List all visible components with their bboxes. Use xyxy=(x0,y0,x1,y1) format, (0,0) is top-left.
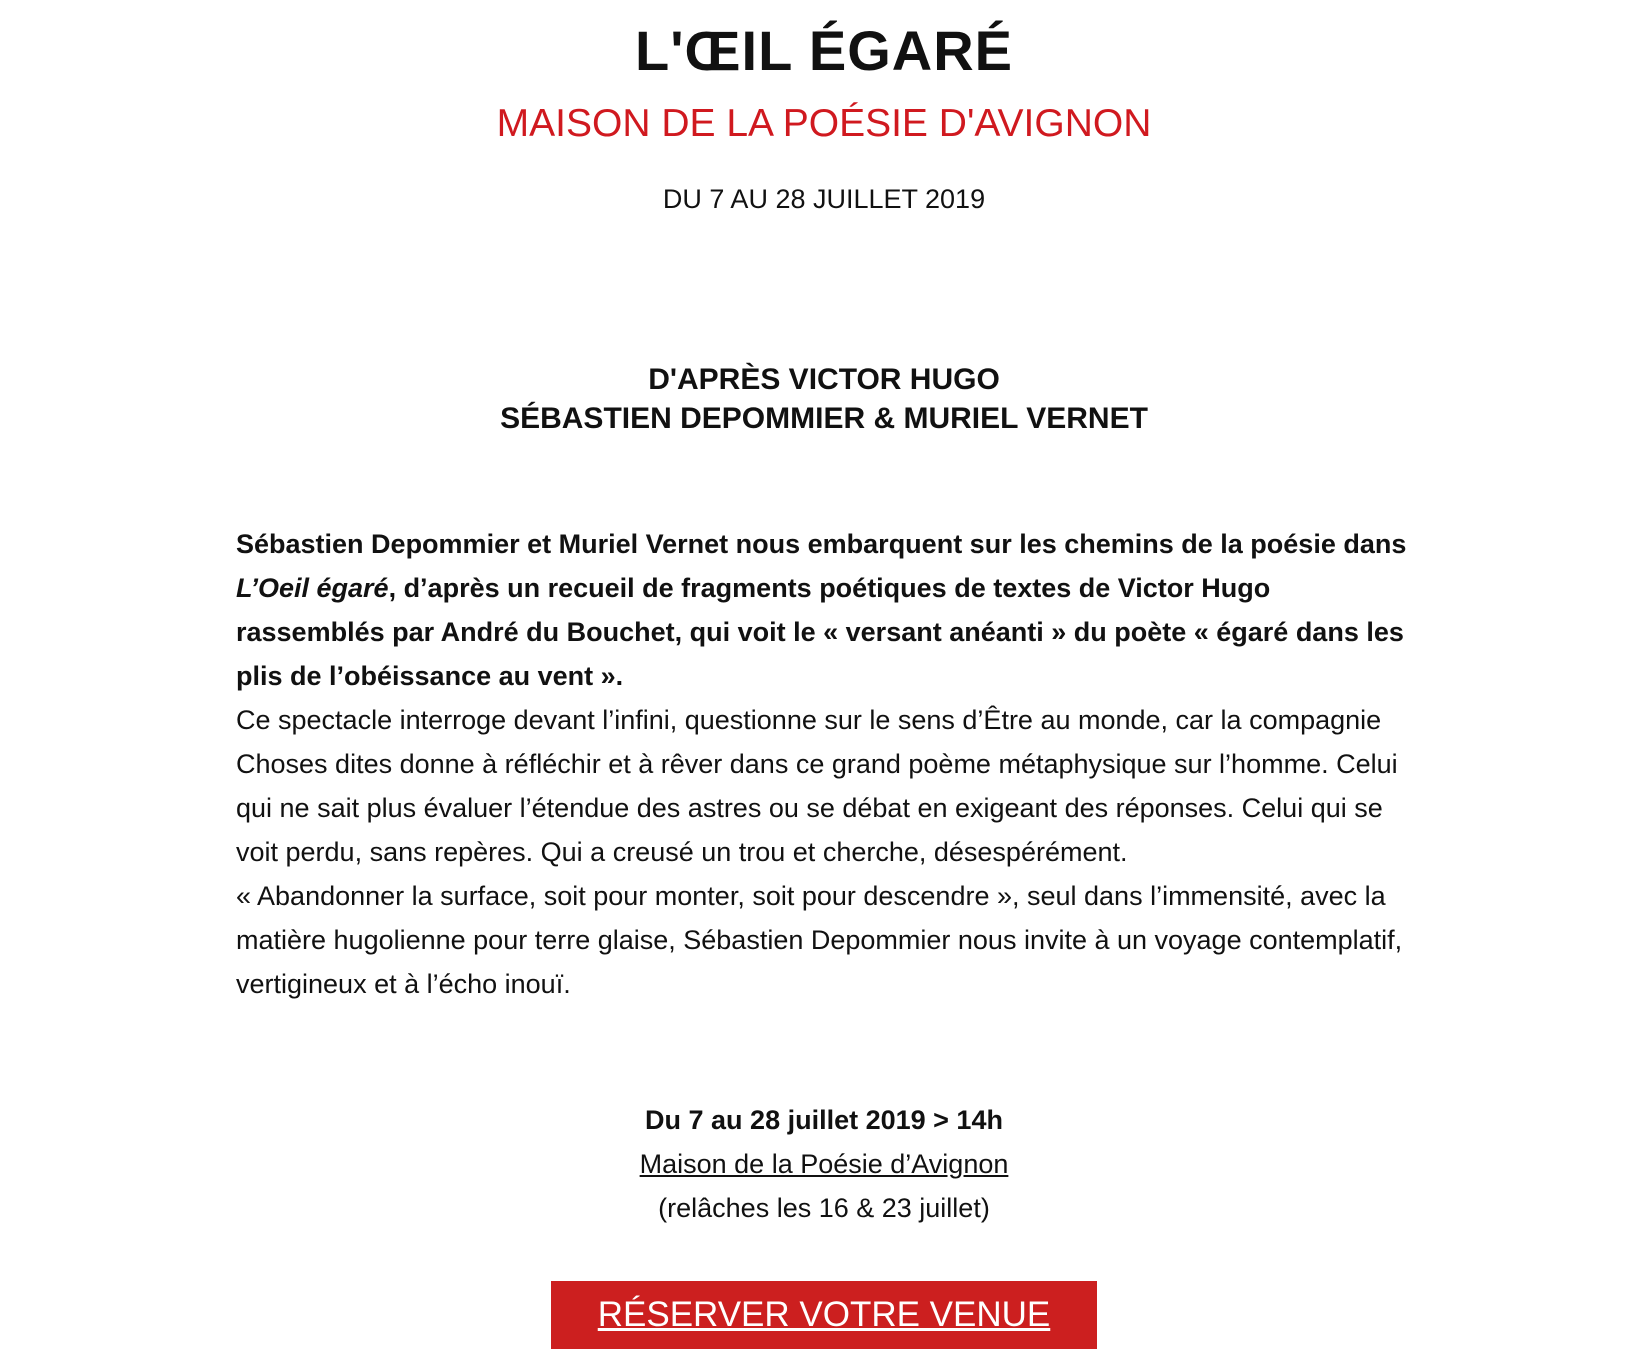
schedule-block xyxy=(0,1098,1648,1230)
description-paragraph-3: « Abandonner la surface, soit pour monter, soit pour descendre », seul dans l’immensité, avec la matière hugolienne pour terre glaise, Sébastien Depommier nous invite à un voyage contemplatif, vertigineux et à l’écho inouï. xyxy=(236,881,1403,999)
description-lead-part1: Sébastien Depommier et Muriel Vernet nous embarquent sur les chemins de la poésie dans xyxy=(236,529,1407,559)
show-title-italic: L’Oeil égaré xyxy=(236,573,389,603)
venue-link[interactable]: Maison de la Poésie d’Avignon xyxy=(639,1149,1009,1179)
reserve-button[interactable]: RÉSERVER VOTRE VENUE xyxy=(551,1281,1097,1349)
description-lead xyxy=(236,522,1416,698)
description-paragraph-2: Ce spectacle interroge devant l’infini, questionne sur le sens d’Être au monde, car la compagnie Choses dites donne à réfléchir et à rêver dans ce grand poème métaphysique sur l’homme. Celui qui ne sait plus évaluer l’étendue des astres ou se débat en exigeant des réponses. Celui qui se voit perdu, sans repères. Qui a creusé un trou et cherche, désespérément. xyxy=(236,705,1398,867)
credits-source: D'APRÈS VICTOR HUGO xyxy=(648,363,1000,396)
date-range: DU 7 AU 28 JUILLET 2019 xyxy=(662,184,986,214)
description-block xyxy=(236,522,1416,1006)
cta-wrap xyxy=(0,1281,1648,1349)
schedule-when: Du 7 au 28 juillet 2019 > 14h xyxy=(645,1105,1003,1135)
credits-block xyxy=(0,360,1648,438)
page-title: L'ŒIL ÉGARÉ xyxy=(635,19,1013,82)
description-lead-part2: , d’après un recueil de fragments poétiques de textes de Victor Hugo rassemblés par André du Bouchet, qui voit le « versant anéanti » du poète « égaré dans les plis de l’obéissance au vent ». xyxy=(236,573,1404,691)
credits-authors: SÉBASTIEN DEPOMMIER & MURIEL VERNET xyxy=(500,402,1148,435)
venue-subtitle: MAISON DE LA POÉSIE D'AVIGNON xyxy=(496,102,1152,145)
schedule-closures: (relâches les 16 & 23 juillet) xyxy=(658,1193,990,1223)
